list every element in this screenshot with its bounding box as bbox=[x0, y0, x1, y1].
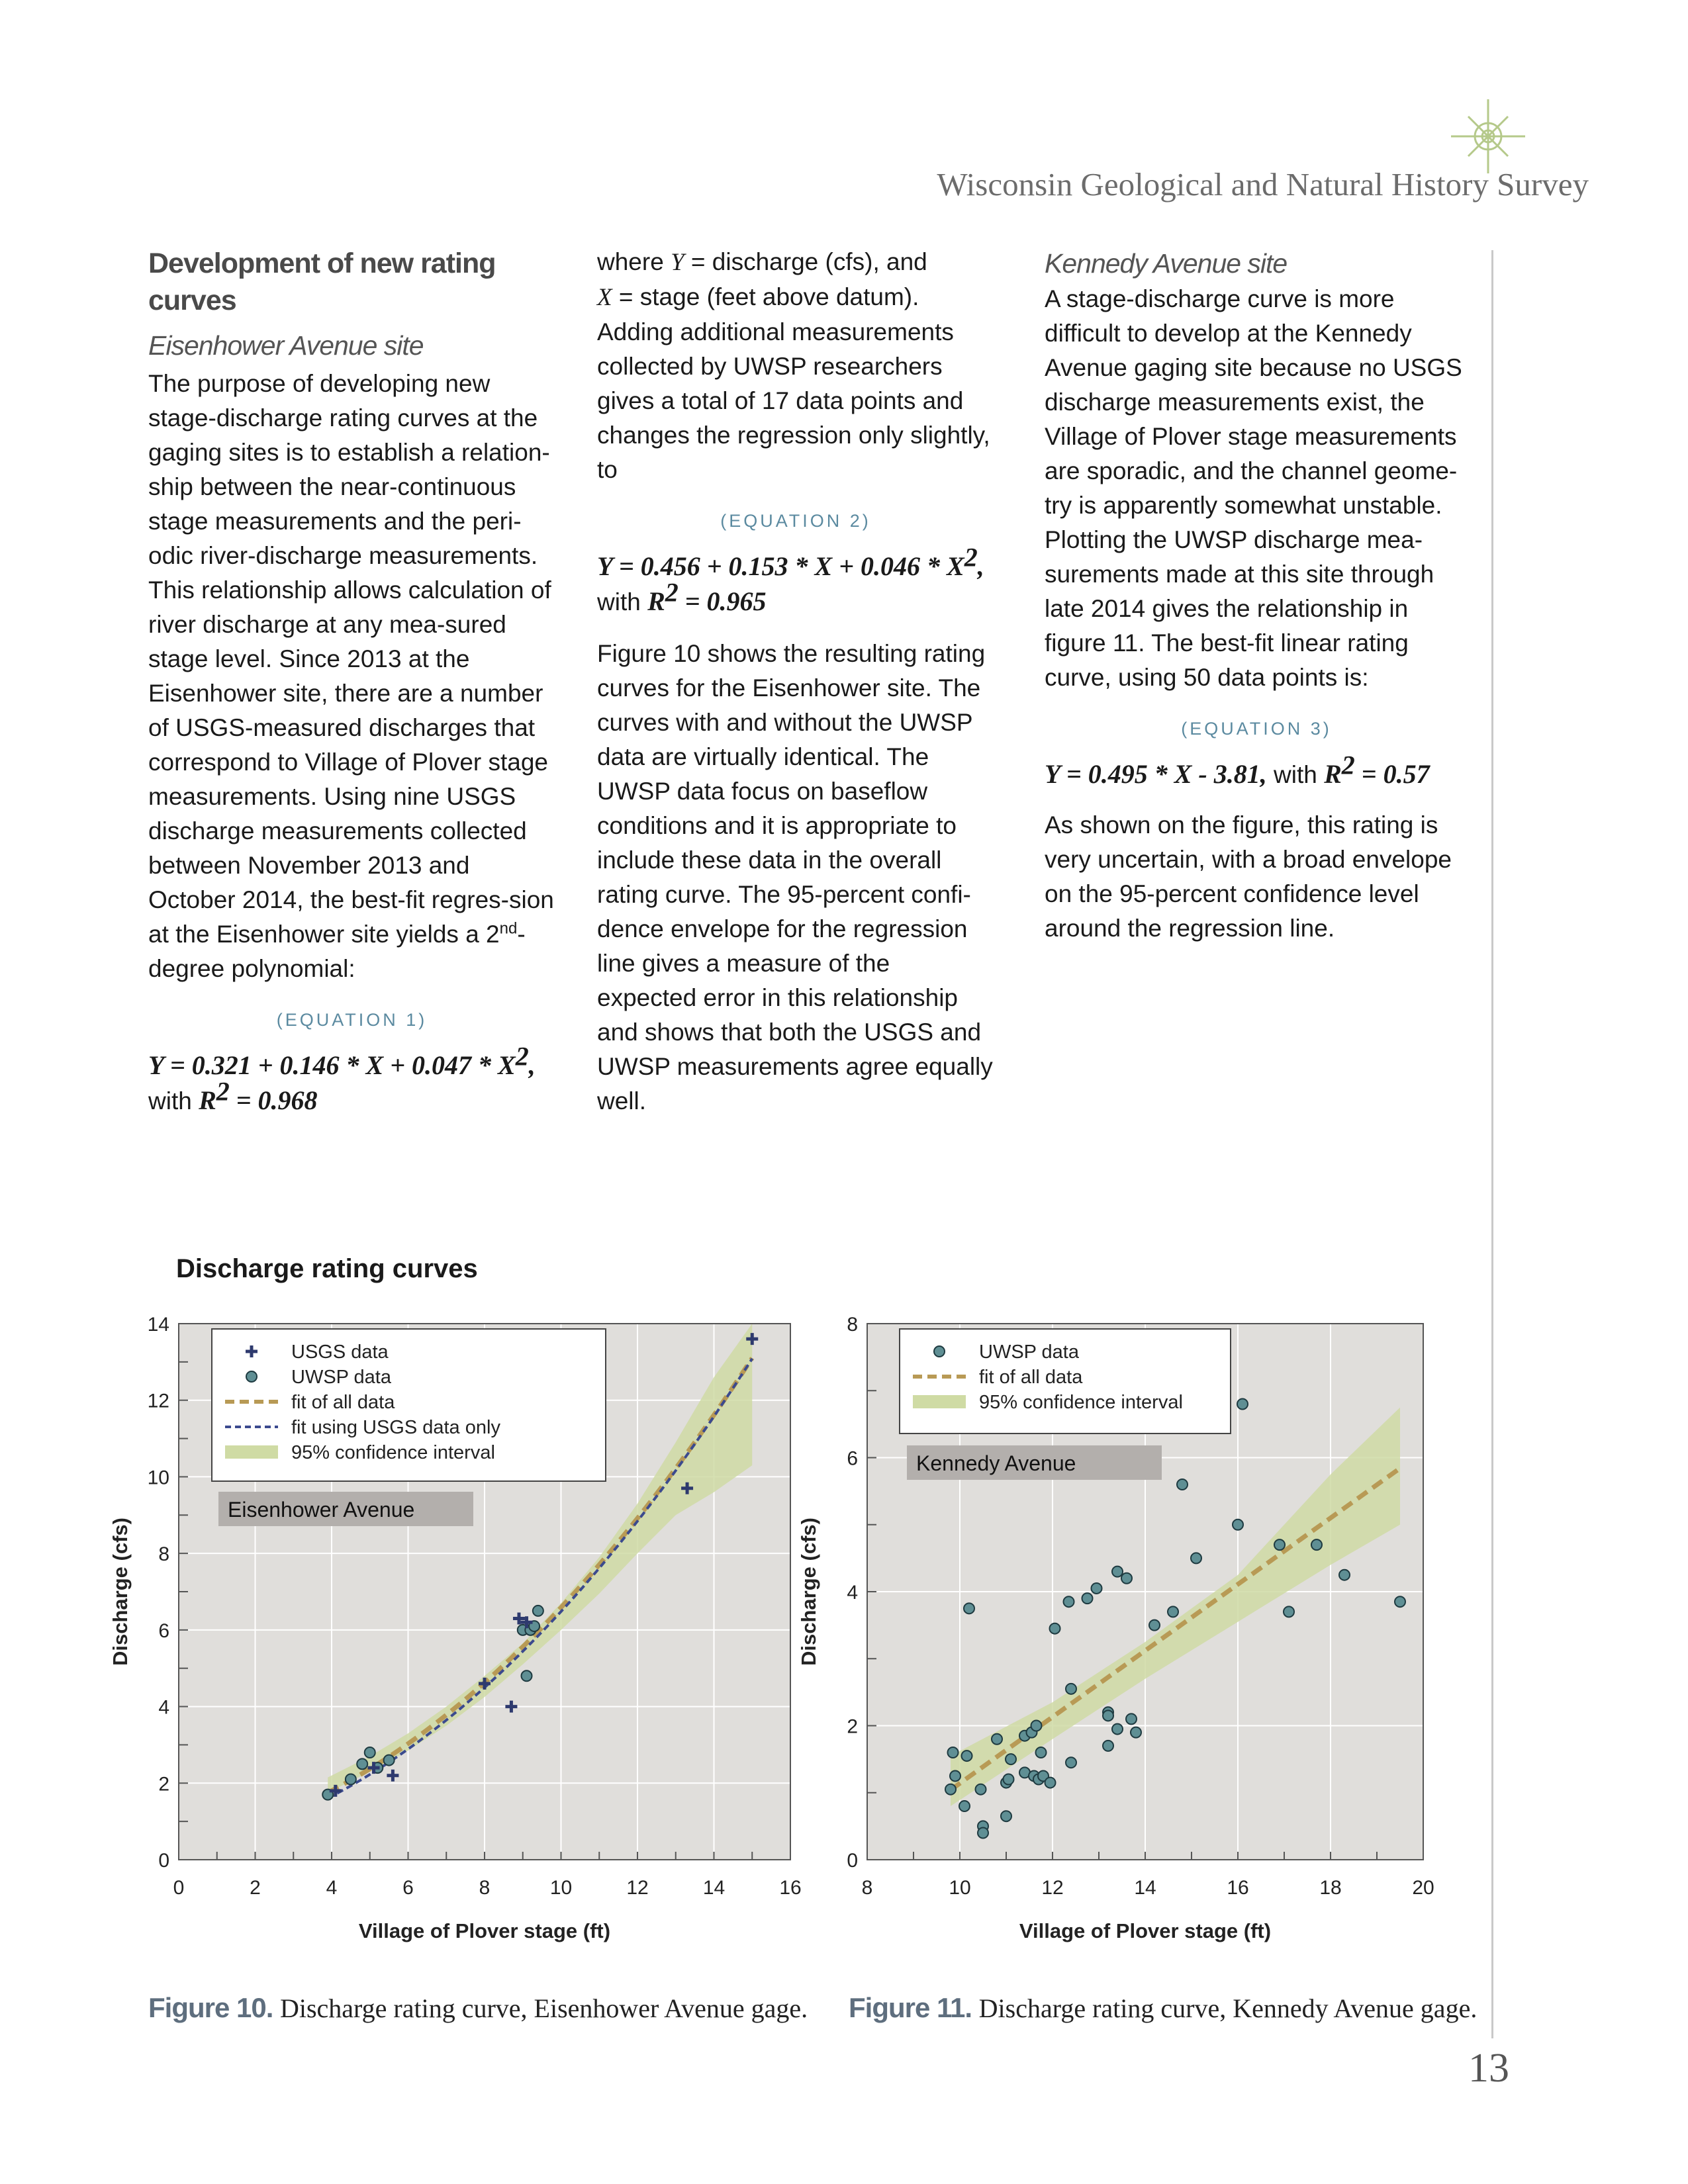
header-title: Wisconsin Geological and Natural History Survey bbox=[937, 166, 1589, 203]
uwsp-point bbox=[1121, 1573, 1132, 1584]
y-tick-label: 0 bbox=[847, 1850, 858, 1872]
eisenhower-chart bbox=[106, 1297, 802, 1972]
x-tick-label: 20 bbox=[1412, 1877, 1434, 1899]
equation-2: $Y = 0.456 + 0.153 * X + 0.046 * X^2$, with $R^2 = 0.965$ bbox=[597, 542, 984, 616]
legend-ci-swatch bbox=[913, 1395, 966, 1408]
column-3 bbox=[1045, 245, 1468, 946]
uwsp-point bbox=[945, 1784, 956, 1795]
uwsp-point bbox=[357, 1758, 367, 1769]
y-tick-label: 0 bbox=[158, 1850, 169, 1872]
site-label: Kennedy Avenue bbox=[916, 1451, 1076, 1475]
uwsp-point bbox=[346, 1774, 356, 1785]
legend-uwsp-marker bbox=[246, 1371, 257, 1382]
uwsp-point bbox=[1036, 1747, 1047, 1758]
uwsp-point bbox=[1191, 1553, 1201, 1563]
y-tick-label: 4 bbox=[847, 1582, 858, 1604]
equation-3-label: (EQUATION 3) bbox=[1181, 719, 1332, 739]
uwsp-point bbox=[1001, 1811, 1011, 1821]
uwsp-point bbox=[1126, 1713, 1137, 1724]
y-tick-label: 6 bbox=[158, 1619, 169, 1642]
x-tick-label: 10 bbox=[949, 1877, 971, 1899]
uwsp-point bbox=[962, 1751, 972, 1761]
uwsp-point bbox=[1064, 1596, 1074, 1607]
legend-label-ci: 95% confidence interval bbox=[979, 1392, 1183, 1413]
x-tick-label: 18 bbox=[1319, 1877, 1342, 1899]
x-tick-label: 16 bbox=[1227, 1877, 1249, 1899]
y-axis-label: Discharge (cfs) bbox=[109, 1518, 132, 1666]
x-tick-label: 4 bbox=[326, 1877, 338, 1899]
figure-11-caption: Figure 11. Discharge rating curve, Kennedy Avenue gage. bbox=[849, 1992, 1477, 2023]
x-axis-label: Village of Plover stage (ft) bbox=[358, 1919, 611, 1942]
equation-2-label: (EQUATION 2) bbox=[720, 511, 871, 531]
uwsp-point bbox=[978, 1828, 988, 1839]
uwsp-point bbox=[948, 1747, 959, 1758]
uwsp-point bbox=[1103, 1741, 1113, 1751]
uwsp-point bbox=[1050, 1623, 1060, 1634]
y-tick-label: 2 bbox=[158, 1773, 169, 1796]
uwsp-point bbox=[1168, 1606, 1178, 1617]
uwsp-point bbox=[1004, 1774, 1014, 1785]
uwsp-point bbox=[1395, 1596, 1405, 1607]
legend-label-ci: 95% confidence interval bbox=[291, 1442, 495, 1463]
uwsp-point bbox=[533, 1606, 543, 1616]
uwsp-point bbox=[1082, 1593, 1093, 1604]
uwsp-point bbox=[1103, 1710, 1113, 1721]
x-tick-label: 2 bbox=[250, 1877, 261, 1899]
site-label: Eisenhower Avenue bbox=[228, 1498, 415, 1522]
uwsp-point bbox=[365, 1747, 375, 1758]
column-1 bbox=[148, 245, 555, 1118]
x-tick-label: 8 bbox=[479, 1877, 491, 1899]
uwsp-point bbox=[950, 1770, 961, 1781]
legend-label-fit_all: fit of all data bbox=[979, 1367, 1083, 1388]
uwsp-point bbox=[976, 1784, 986, 1795]
uwsp-point bbox=[1112, 1567, 1123, 1577]
uwsp-point bbox=[1045, 1778, 1056, 1788]
y-tick-label: 12 bbox=[147, 1390, 169, 1412]
y-tick-label: 10 bbox=[147, 1467, 169, 1489]
legend-uwsp-marker bbox=[934, 1346, 945, 1357]
legend-label-uwsp: UWSP data bbox=[291, 1367, 391, 1388]
x-axis-label: Village of Plover stage (ft) bbox=[1019, 1919, 1272, 1942]
y-axis-label: Discharge (cfs) bbox=[797, 1518, 820, 1666]
subheading-eisenhower: Eisenhower Avenue site bbox=[148, 330, 424, 361]
y-tick-label: 8 bbox=[847, 1314, 858, 1336]
uwsp-point bbox=[964, 1603, 974, 1614]
y-tick-label: 8 bbox=[158, 1543, 169, 1566]
uwsp-point bbox=[522, 1670, 532, 1681]
legend-label-usgs: USGS data bbox=[291, 1342, 389, 1363]
uwsp-point bbox=[1284, 1606, 1294, 1617]
uwsp-point bbox=[992, 1734, 1002, 1745]
y-tick-label: 14 bbox=[147, 1314, 169, 1336]
y-tick-label: 6 bbox=[847, 1447, 858, 1470]
paragraph-where: where Y = discharge (cfs), and X = stage (feet above datum). Adding additional measurements collected by UWSP researchers gives a total of 17 data points and changes the regression only slightly, to bbox=[597, 248, 990, 483]
legend-label-fit_usgs: fit using USGS data only bbox=[291, 1417, 500, 1438]
legend-label-fit_all: fit of all data bbox=[291, 1392, 395, 1413]
paragraph-figure10: Figure 10 shows the resulting rating curves for the Eisenhower site. The curves with and without the UWSP data are virtually identical. The UWSP data focus on baseflow conditions and it is appropriate to include these data in the overall rating curve. The 95-percent confi-dence envelope for the regression line gives a measure of the expected error in this relationship and shows that both the USGS and UWSP measurements agree equally well. bbox=[597, 640, 993, 1115]
legend-label-uwsp: UWSP data bbox=[979, 1342, 1079, 1363]
uwsp-point bbox=[1339, 1570, 1350, 1580]
uwsp-point bbox=[1006, 1754, 1016, 1764]
equation-1: $Y = 0.321 + 0.146 * X + 0.047 * X^2$, with $R^2 = 0.968$ bbox=[148, 1041, 536, 1115]
equation-1-label: (EQUATION 1) bbox=[276, 1010, 428, 1030]
uwsp-point bbox=[1177, 1479, 1188, 1490]
figure-10-caption: Figure 10. Discharge rating curve, Eisenhower Avenue gage. bbox=[148, 1992, 808, 2023]
paragraph-purpose: The purpose of developing new stage-discharge rating curves at the gaging sites is to establish a relation-ship between the near-continuous stage measurements and the peri-odic river-discharge measurements. This relationship allows calculation of river discharge at any mea-sured stage level. Since 2013 at the Eisenhower site, there are a number of USGS-measured discharges that correspond to Village of Plover stage measurements. Using nine USGS discharge measurements collected between November 2013 and October 2014, the best-fit regres-sion at the Eisenhower site yields a 2nd-degree polynomial: bbox=[148, 370, 554, 982]
page-number: 13 bbox=[1468, 2046, 1509, 2091]
x-tick-label: 8 bbox=[861, 1877, 873, 1899]
x-tick-label: 16 bbox=[779, 1877, 802, 1899]
uwsp-point bbox=[1131, 1727, 1141, 1738]
x-tick-label: 14 bbox=[1134, 1877, 1156, 1899]
uwsp-point bbox=[1233, 1520, 1243, 1530]
x-tick-label: 12 bbox=[626, 1877, 649, 1899]
paragraph-kennedy: A stage-discharge curve is more difficult to develop at the Kennedy Avenue gaging site because no USGS discharge measurements exist, the Village of Plover stage measurements are sporadic, and the channel geome-try is apparently somewhat unstable. Plotting the UWSP discharge mea-surements made at this site through late 2014 gives the relationship in figure 11. The best-fit linear rating curve, using 50 data points is: bbox=[1045, 285, 1462, 691]
legend-ci-swatch bbox=[225, 1445, 278, 1459]
figures-title: Discharge rating curves bbox=[176, 1254, 478, 1283]
uwsp-point bbox=[1149, 1620, 1160, 1631]
uwsp-point bbox=[1274, 1539, 1285, 1550]
y-tick-label: 2 bbox=[847, 1715, 858, 1738]
equation-3: Y = 0.495 * X - 3.81, with $R^2 = 0.57$ bbox=[1045, 750, 1430, 789]
x-tick-label: 6 bbox=[402, 1877, 414, 1899]
section-heading: Development of new rating curves bbox=[148, 248, 496, 316]
column-divider bbox=[1491, 250, 1493, 2038]
column-2 bbox=[597, 245, 994, 1118]
x-tick-label: 14 bbox=[702, 1877, 726, 1899]
uwsp-point bbox=[1031, 1721, 1042, 1731]
x-tick-label: 12 bbox=[1041, 1877, 1064, 1899]
compass-rose-icon bbox=[1448, 97, 1528, 176]
kennedy-chart bbox=[794, 1297, 1483, 1972]
uwsp-point bbox=[384, 1755, 395, 1766]
uwsp-point bbox=[1066, 1757, 1076, 1768]
uwsp-point bbox=[1092, 1583, 1102, 1594]
uwsp-point bbox=[1066, 1684, 1076, 1694]
subheading-kennedy: Kennedy Avenue site bbox=[1045, 248, 1288, 279]
y-tick-label: 4 bbox=[158, 1696, 169, 1719]
uwsp-point bbox=[1112, 1724, 1123, 1735]
x-tick-label: 0 bbox=[173, 1877, 185, 1899]
uwsp-point bbox=[1311, 1539, 1322, 1550]
uwsp-point bbox=[959, 1801, 970, 1811]
x-tick-label: 10 bbox=[549, 1877, 573, 1899]
uwsp-point bbox=[1237, 1399, 1248, 1410]
paragraph-uncertain: As shown on the figure, this rating is very uncertain, with a broad envelope on the 95-percent confidence level around the regression line. bbox=[1045, 811, 1452, 942]
